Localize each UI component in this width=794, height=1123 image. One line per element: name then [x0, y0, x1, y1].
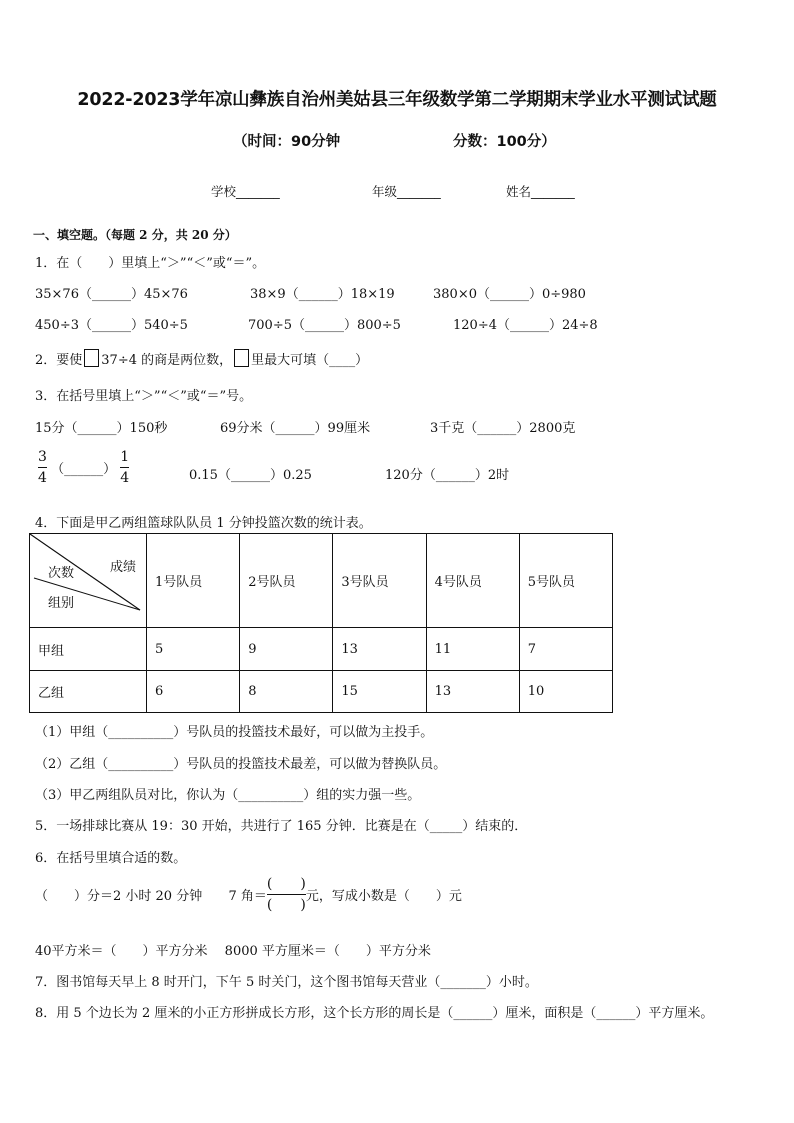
table-cell: 11 — [426, 628, 519, 671]
table-header: 3号队员 — [333, 534, 426, 628]
q7: 7．图书馆每天早上 8 时开门，下午 5 时关门，这个图书馆每天营业（_______）小时。 — [35, 975, 538, 990]
q3-item: 0.15（______）0.25 — [189, 468, 312, 483]
corner-label-score: 成绩 — [110, 560, 137, 575]
q6-line1 — [35, 877, 462, 912]
q2-text-c: 里最大可填（____） — [251, 353, 369, 368]
page-title: 2022-2023学年凉山彝族自治州美姑县三年级数学第二学期期末学业水平测试试题 — [77, 90, 717, 110]
q3-item: 15分（______）150秒 — [35, 421, 168, 436]
q2-text-a: 2．要使 — [35, 353, 83, 368]
table-cell: 甲组 — [30, 628, 147, 671]
blank-fraction: $\frac{( )}{( )}$ — [266, 876, 306, 913]
table-cell: 乙组 — [30, 671, 147, 713]
q3-item: 120分（______）2时 — [385, 468, 510, 483]
fraction: $\frac{3}{4}$ — [38, 449, 47, 486]
q8: 8．用 5 个边长为 2 厘米的小正方形拼成长方形，这个长方形的周长是（______）厘米，面积是（______）平方厘米。 — [35, 1006, 714, 1021]
diagonal-lines — [30, 534, 147, 628]
q6-prompt: 6．在括号里填合适的数。 — [35, 851, 187, 866]
table-cell: 6 — [147, 671, 240, 713]
table-cell: 9 — [240, 628, 333, 671]
q1-item: 35×76（______）45×76 — [35, 287, 188, 302]
exam-score: 分数：100分） — [453, 134, 556, 150]
q4-sub3: （3）甲乙两组队员对比，你认为（__________）组的实力强一些。 — [35, 788, 421, 803]
q1-item: 450÷3（______）540÷5 — [35, 318, 188, 333]
q6-part2a: 7 角＝ — [228, 889, 267, 904]
answer-box — [84, 349, 99, 367]
table-cell: 13 — [426, 671, 519, 713]
q4-sub2: （2）乙组（__________）号队员的投篮技术最差，可以做为替换队员。 — [35, 757, 447, 772]
table-cell: 5 — [147, 628, 240, 671]
table-cell: 7 — [519, 628, 612, 671]
table-header: 1号队员 — [147, 534, 240, 628]
table-cell: 15 — [333, 671, 426, 713]
q3-prompt: 3．在括号里填上“＞”“＜”或“＝”号。 — [35, 389, 253, 404]
name-field: 姓名_______ — [506, 184, 575, 199]
q1-prompt: 1．在（ ）里填上“＞”“＜”或“＝”。 — [35, 256, 266, 271]
grade-field: 年级_______ — [372, 184, 441, 199]
table-row — [30, 628, 613, 671]
q3-item: 69分米（______）99厘米 — [220, 421, 371, 436]
school-field: 学校_______ — [211, 184, 280, 199]
q3-item: 3千克（______）2800克 — [430, 421, 576, 436]
q2-text-b: 37÷4 的商是两位数， — [101, 353, 233, 368]
q4-prompt: 4．下面是甲乙两组篮球队队员 1 分钟投篮次数的统计表。 — [35, 516, 372, 531]
q5: 5．一场排球比赛从 19：30 开始，共进行了 165 分钟．比赛是在（_____）结束的． — [35, 819, 528, 834]
table-header: 5号队员 — [519, 534, 612, 628]
q1-item: 700÷5（______）800÷5 — [248, 318, 401, 333]
q4-sub1: （1）甲组（__________）号队员的投篮技术最好，可以做为主投手。 — [35, 725, 434, 740]
q6-part1: （ ）分＝2 小时 20 分钟 — [35, 889, 203, 904]
table-cell: 10 — [519, 671, 612, 713]
table-header-row — [30, 534, 613, 628]
q2 — [35, 349, 368, 368]
corner-label-count: 次数 — [48, 566, 75, 581]
corner-label-group: 组别 — [48, 596, 75, 611]
q6-line2: 40平方米＝（ ）平方分米 8000 平方厘米＝（ ）平方分米 — [35, 944, 431, 959]
q1-item: 38×9（______）18×19 — [250, 287, 395, 302]
exam-time: （时间：90分钟 — [233, 134, 341, 150]
table-cell: 13 — [333, 628, 426, 671]
table-cell: 8 — [240, 671, 333, 713]
section-heading: 一、填空题。（每题 2 分，共 20 分） — [33, 228, 237, 242]
table-header: 4号队员 — [426, 534, 519, 628]
fraction: $\frac{1}{4}$ — [120, 449, 130, 486]
table-corner-cell — [30, 534, 147, 628]
stats-table — [29, 533, 613, 713]
table-row — [30, 671, 613, 713]
table-header: 2号队员 — [240, 534, 333, 628]
q1-item: 120÷4（______）24÷8 — [453, 318, 598, 333]
q1-item: 380×0（______）0÷980 — [433, 287, 586, 302]
q6-part2b: 元，写成小数是（ ）元 — [305, 889, 462, 904]
answer-box — [234, 349, 249, 367]
q3-fraction-compare: $\frac{3}{4}$ （______） $\frac{1}{4}$ — [38, 449, 130, 486]
